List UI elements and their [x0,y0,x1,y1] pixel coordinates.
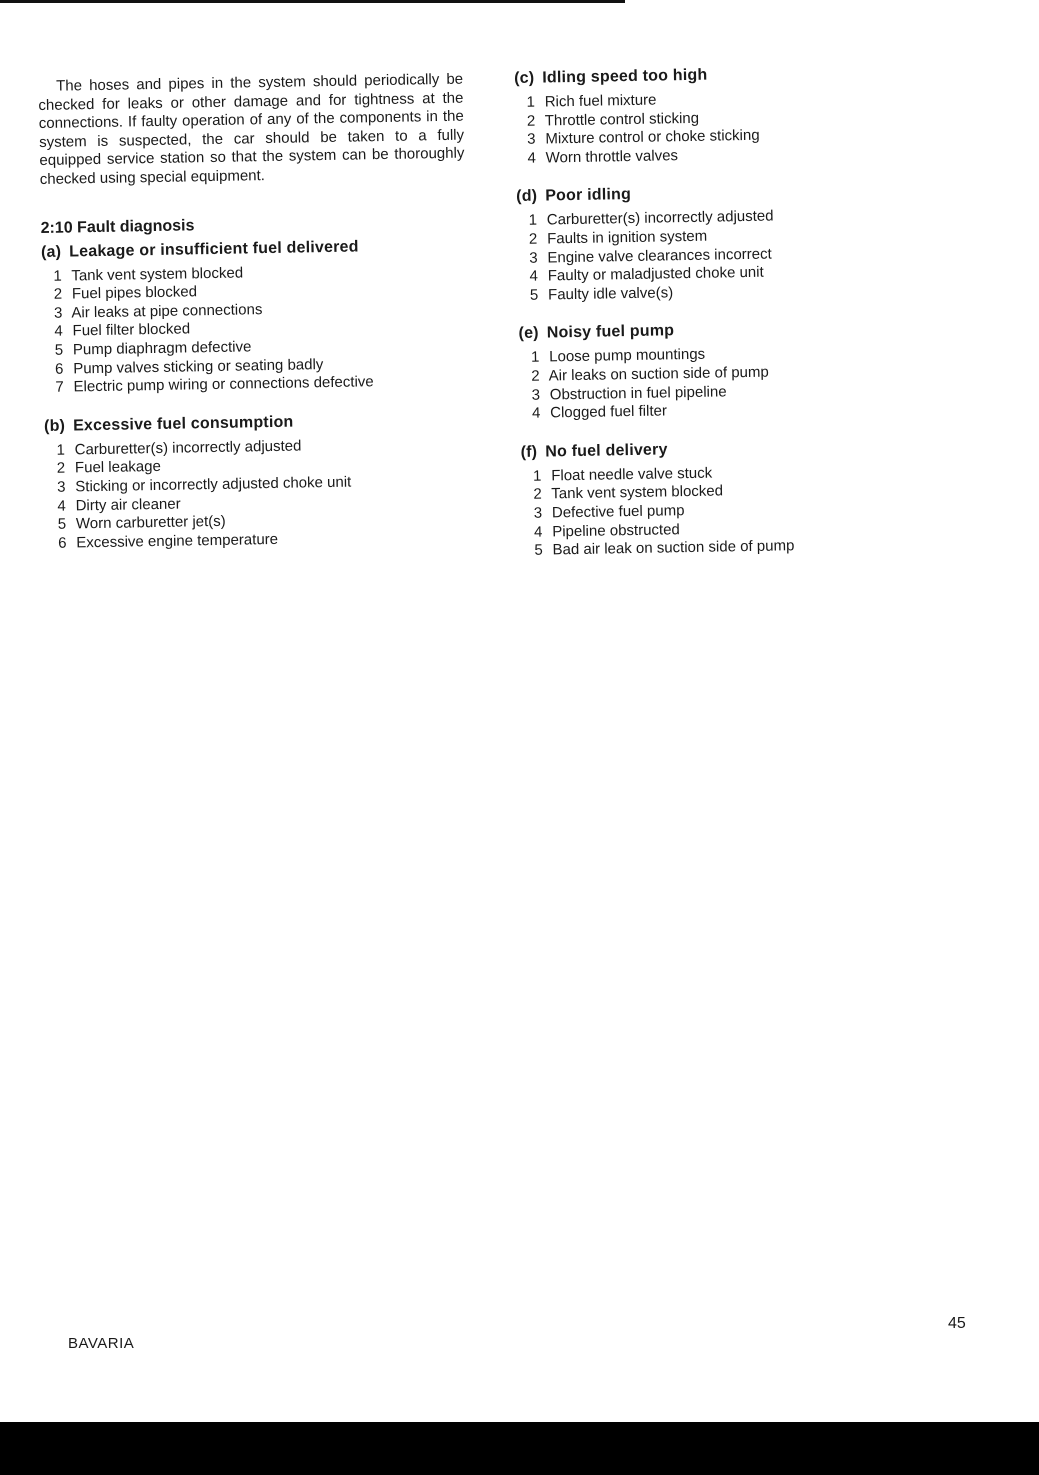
item-number: 5 [54,341,64,359]
section-tag: (c) [514,69,535,87]
section-e [518,320,850,424]
section-heading [521,438,851,462]
item-number: 3 [531,386,541,404]
section-heading [44,410,469,435]
item-number: 2 [56,459,66,478]
item-text: Tank vent system blocked [551,482,724,503]
page-number: 45 [948,1315,966,1332]
item-number: 4 [57,497,66,515]
section-heading [516,183,846,207]
item-number: 2 [528,230,538,248]
fault-list [41,260,468,398]
item-text: Throttle control sticking [544,109,700,130]
item-text: Worn throttle valves [545,146,679,167]
item-text: Mixture control or choke sticking [545,126,760,148]
item-number: 4 [533,523,543,541]
item-number: 1 [56,441,65,459]
item-number: 5 [529,286,539,304]
item-text: Fuel filter blocked [72,320,191,340]
section-heading [41,236,466,261]
item-number: 7 [55,378,64,396]
scan-bottom-edge [0,1422,1039,1475]
right-column [514,64,853,580]
section-tag: (d) [516,187,538,206]
item-number: 1 [532,467,542,485]
item-number: 2 [53,285,63,303]
item-number: 3 [56,478,66,496]
item-number: 2 [531,367,540,385]
item-text: Loose pump mountings [549,346,706,366]
item-number: 3 [53,304,63,322]
item-number: 2 [533,485,542,504]
item-text: Clogged fuel filter [550,402,668,422]
scan-top-edge [0,0,625,3]
item-text: Faulty or maladjusted choke unit [547,263,764,285]
item-text: Pump diaphragm defective [72,338,252,359]
item-text: Pipeline obstructed [552,520,680,540]
section-tag: (a) [40,243,62,261]
section-tag: (b) [43,417,66,435]
item-text: Defective fuel pump [551,501,685,522]
item-number: 4 [531,404,541,422]
footer-label: BAVARIA [68,1335,135,1352]
item-text: Carburetter(s) incorrectly adjusted [546,207,774,229]
item-text: Electric pump wiring or connections defective [73,373,374,396]
item-text: Bad air leak on suction side of pump [552,537,795,559]
section-title: Noisy fuel pump [546,322,675,342]
item-text: Faults in ignition system [546,227,708,248]
section-d [516,183,848,306]
item-number: 1 [528,211,538,230]
item-text: Tank vent system blocked [71,264,244,285]
item-text: Pump valves sticking or seating badly [73,355,324,377]
item-number: 6 [57,534,67,552]
section-title: Poor idling [545,186,632,205]
section-a [41,236,469,398]
section-tag: (e) [518,324,539,343]
chapter-heading [40,212,465,237]
item-text: Obstruction in fuel pipeline [549,382,727,403]
item-text: Faulty idle valve(s) [547,284,674,304]
item-number: 5 [57,515,67,533]
item-number: 1 [530,348,540,367]
chapter-title: Fault diagnosis [76,216,195,236]
item-number: 3 [533,504,543,522]
item-text: Carburetter(s) incorrectly adjusted [74,437,302,459]
section-heading [518,320,848,344]
item-text: Sticking or incorrectly adjusted choke unit [75,473,352,496]
intro-paragraph: The hoses and pipes in the system should periodically be checked for leaks or other damage and for tightness at the connections. If faulty operation of any of the components in the system is suspected, the car should be taken to a fully equipped service station so that the system can be thoroughly checked using special equipment. [38,70,465,188]
section-c [514,64,846,168]
section-title: No fuel delivery [545,441,668,461]
item-text: Float needle valve stuck [551,464,713,485]
section-title: Excessive fuel consumption [72,413,294,435]
section-tag: (f) [520,443,538,461]
item-number: 3 [529,249,538,267]
section-heading [514,64,844,88]
item-text: Excessive engine temperature [76,530,279,552]
fault-list [514,88,845,168]
fault-list [519,344,850,424]
chapter-number: 2:10 [40,218,73,237]
item-number: 1 [53,267,62,285]
item-number: 2 [526,112,536,130]
item-text: Air leaks at pipe connections [71,300,263,322]
item-number: 4 [529,267,539,285]
item-text: Engine valve clearances incorrect [547,245,772,267]
left-sections [41,236,471,553]
item-number: 6 [54,360,64,378]
section-title: Leakage or insufficient fuel delivered [69,237,359,261]
item-text: Air leaks on suction side of pump [548,363,769,385]
item-text: Rich fuel mixture [544,91,657,111]
fault-list [516,207,848,306]
fault-list [44,434,471,553]
item-number: 3 [527,130,536,148]
item-number: 4 [527,149,537,167]
item-number: 5 [534,541,543,559]
item-number: 1 [526,93,536,111]
item-text: Dirty air cleaner [75,495,181,514]
item-text: Fuel pipes blocked [71,283,198,303]
section-b [44,410,471,553]
left-column [38,71,472,574]
item-number: 4 [54,322,63,341]
item-text: Fuel leakage [74,458,162,477]
item-text: Worn carburetter jet(s) [75,512,226,533]
section-title: Idling speed too high [542,66,708,87]
fault-list [521,462,853,561]
section-f [521,438,853,561]
